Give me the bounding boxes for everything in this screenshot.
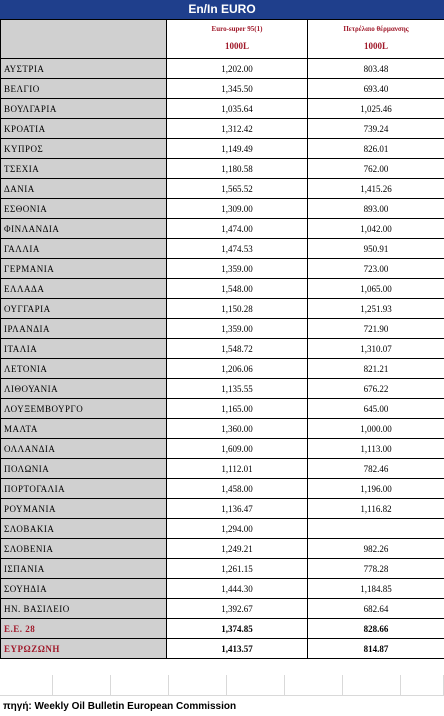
euro-super-cell: 1,565.52 (167, 179, 308, 199)
table-row (1, 279, 444, 299)
euro-super-cell: 1,474.00 (167, 219, 308, 239)
heating-oil-cell: 1,184.85 (308, 579, 444, 599)
header-euro-super-label: Euro-super 95(1) (211, 25, 263, 33)
country-cell: ΜΑΛΤΑ (1, 419, 167, 439)
euro-super-cell: 1,112.01 (167, 459, 308, 479)
table-row (1, 139, 444, 159)
euro-super-cell: 1,135.55 (167, 379, 308, 399)
source-note: πηγή: Weekly Oil Bulletin European Commission (3, 701, 237, 712)
heating-oil-cell: 1,196.00 (308, 479, 444, 499)
euro-super-cell: 1,165.00 (167, 399, 308, 419)
euro-super-cell: 1,312.42 (167, 119, 308, 139)
country-cell: ΕΥΡΩΖΩΝΗ (1, 639, 167, 659)
header-heating-oil-unit: 1000L (363, 41, 388, 51)
table-row (1, 499, 444, 519)
divider (0, 695, 444, 696)
table-row (1, 439, 444, 459)
country-cell: Ε.Ε. 28 (1, 619, 167, 639)
euro-super-cell: 1,294.00 (167, 519, 308, 539)
euro-super-cell: 1,458.00 (167, 479, 308, 499)
heating-oil-cell: 645.00 (308, 399, 444, 419)
euro-super-cell: 1,413.57 (167, 639, 308, 659)
country-cell: ΙΤΑΛΙΑ (1, 339, 167, 359)
euro-super-cell: 1,150.28 (167, 299, 308, 319)
country-cell: ΡΟΥΜΑΝΙΑ (1, 499, 167, 519)
heating-oil-cell: 693.40 (308, 79, 444, 99)
table-row (1, 479, 444, 499)
heating-oil-cell: 1,025.46 (308, 99, 444, 119)
euro-super-cell: 1,309.00 (167, 199, 308, 219)
country-cell: ΓΑΛΛΙΑ (1, 239, 167, 259)
country-cell: ΚΡΟΑΤΙΑ (1, 119, 167, 139)
table-row (1, 539, 444, 559)
country-cell: ΛΕΤΟΝΙΑ (1, 359, 167, 379)
euro-super-cell: 1,261.15 (167, 559, 308, 579)
table-row (1, 179, 444, 199)
heating-oil-cell: 676.22 (308, 379, 444, 399)
euro-super-cell: 1,548.72 (167, 339, 308, 359)
heating-oil-cell: 1,042.00 (308, 219, 444, 239)
heating-oil-cell: 814.87 (308, 639, 444, 659)
euro-super-cell: 1,149.49 (167, 139, 308, 159)
country-cell: ΣΟΥΗΔΙΑ (1, 579, 167, 599)
table-row (1, 419, 444, 439)
country-cell: ΠΟΡΤΟΓΑΛΙΑ (1, 479, 167, 499)
header-heating-oil-label: Πετρέλαιο θέρμανσης (343, 25, 409, 33)
heating-oil-cell: 1,251.93 (308, 299, 444, 319)
country-cell: ΠΟΛΩΝΙΑ (1, 459, 167, 479)
euro-super-cell: 1,035.64 (167, 99, 308, 119)
heating-oil-cell: 782.46 (308, 459, 444, 479)
heating-oil-cell: 1,113.00 (308, 439, 444, 459)
table-row (1, 359, 444, 379)
euro-super-cell: 1,548.00 (167, 279, 308, 299)
euro-super-cell: 1,249.21 (167, 539, 308, 559)
euro-super-cell: 1,359.00 (167, 259, 308, 279)
table-row (1, 219, 444, 239)
heating-oil-cell: 778.28 (308, 559, 444, 579)
heating-oil-cell: 1,415.26 (308, 179, 444, 199)
table-row (1, 259, 444, 279)
heating-oil-cell: 828.66 (308, 619, 444, 639)
table-row (1, 319, 444, 339)
table-row (1, 59, 444, 79)
heating-oil-cell: 826.01 (308, 139, 444, 159)
table-title: En/In EURO (0, 0, 444, 19)
heating-oil-cell: 762.00 (308, 159, 444, 179)
country-cell: ΙΡΛΑΝΔΙΑ (1, 319, 167, 339)
heating-oil-cell: 1,000.00 (308, 419, 444, 439)
table-row (1, 519, 444, 539)
euro-super-cell: 1,392.67 (167, 599, 308, 619)
table-row (1, 579, 444, 599)
heating-oil-cell: 721.90 (308, 319, 444, 339)
header-heating-oil (308, 20, 444, 59)
euro-super-cell: 1,359.00 (167, 319, 308, 339)
empty-spreadsheet-row (0, 675, 444, 695)
heating-oil-cell: 950.91 (308, 239, 444, 259)
table-row (1, 399, 444, 419)
heating-oil-cell: 893.00 (308, 199, 444, 219)
country-cell: ΣΛΟΒΕΝΙΑ (1, 539, 167, 559)
table-row (1, 339, 444, 359)
heating-oil-cell: 739.24 (308, 119, 444, 139)
table-row (1, 159, 444, 179)
total-row (1, 639, 444, 659)
euro-super-cell: 1,136.47 (167, 499, 308, 519)
country-cell: ΣΛΟΒΑΚΙΑ (1, 519, 167, 539)
heating-oil-cell (308, 519, 444, 539)
euro-super-cell: 1,360.00 (167, 419, 308, 439)
header-euro-super (167, 20, 308, 59)
country-cell: ΟΥΓΓΑΡΙΑ (1, 299, 167, 319)
table-row (1, 119, 444, 139)
table-row (1, 459, 444, 479)
euro-super-cell: 1,202.00 (167, 59, 308, 79)
country-cell: ΒΟΥΛΓΑΡΙΑ (1, 99, 167, 119)
euro-super-cell: 1,374.85 (167, 619, 308, 639)
table-row (1, 599, 444, 619)
heating-oil-cell: 803.48 (308, 59, 444, 79)
euro-super-cell: 1,444.30 (167, 579, 308, 599)
heating-oil-cell: 821.21 (308, 359, 444, 379)
country-cell: ΔΑΝΙΑ (1, 179, 167, 199)
table-row (1, 559, 444, 579)
euro-super-cell: 1,474.53 (167, 239, 308, 259)
heating-oil-cell: 982.26 (308, 539, 444, 559)
country-cell: ΚΥΠΡΟΣ (1, 139, 167, 159)
table-row (1, 299, 444, 319)
heating-oil-cell: 723.00 (308, 259, 444, 279)
header-blank-cell (1, 20, 167, 59)
euro-super-cell: 1,345.50 (167, 79, 308, 99)
country-cell: ΗΝ. ΒΑΣΙΛΕΙΟ (1, 599, 167, 619)
heating-oil-cell: 682.64 (308, 599, 444, 619)
country-cell: ΤΣΕΧΙΑ (1, 159, 167, 179)
heating-oil-cell: 1,116.82 (308, 499, 444, 519)
euro-super-cell: 1,180.58 (167, 159, 308, 179)
country-cell: ΟΛΛΑΝΔΙΑ (1, 439, 167, 459)
country-cell: ΦΙΝΛΑΝΔΙΑ (1, 219, 167, 239)
header-euro-super-unit: 1000L (224, 41, 249, 51)
heating-oil-cell: 1,310.07 (308, 339, 444, 359)
country-cell: ΑΥΣΤΡΙΑ (1, 59, 167, 79)
table-row (1, 379, 444, 399)
country-cell: ΛΟΥΞΕΜΒΟΥΡΓΟ (1, 399, 167, 419)
country-cell: ΙΣΠΑΝΙΑ (1, 559, 167, 579)
euro-super-cell: 1,609.00 (167, 439, 308, 459)
fuel-price-table (0, 19, 444, 659)
euro-super-cell: 1,206.06 (167, 359, 308, 379)
country-cell: ΛΙΘΟΥΑΝΙΑ (1, 379, 167, 399)
country-cell: ΕΛΛΑΔΑ (1, 279, 167, 299)
heating-oil-cell: 1,065.00 (308, 279, 444, 299)
table-row (1, 239, 444, 259)
country-cell: ΒΕΛΓΙΟ (1, 79, 167, 99)
table-row (1, 79, 444, 99)
country-cell: ΓΕΡΜΑΝΙΑ (1, 259, 167, 279)
header-row (1, 20, 444, 59)
total-row (1, 619, 444, 639)
country-cell: ΕΣΘΟΝΙΑ (1, 199, 167, 219)
table-row (1, 99, 444, 119)
table-row (1, 199, 444, 219)
